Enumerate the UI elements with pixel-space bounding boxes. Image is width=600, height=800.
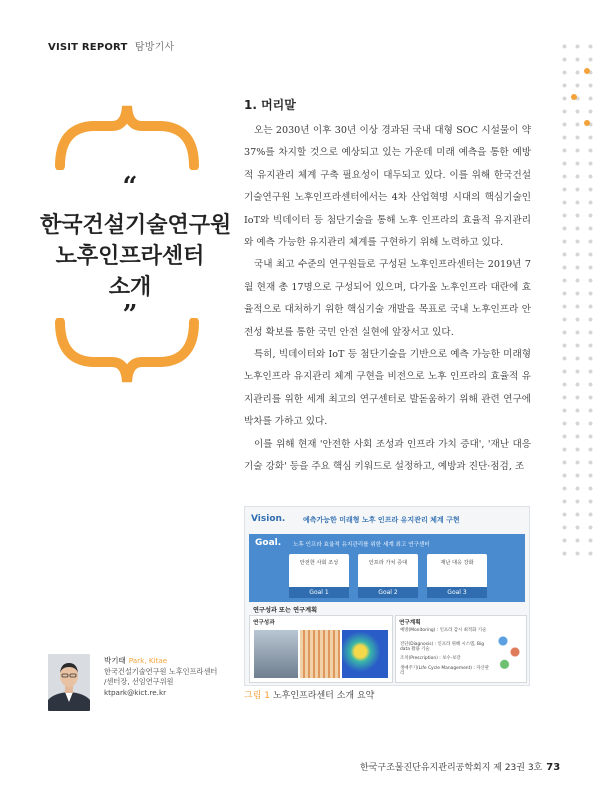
author-photo: [48, 654, 90, 711]
dot-pattern: [558, 40, 598, 560]
author-name: 박기태: [104, 656, 126, 665]
accent-dot: [571, 94, 577, 100]
paragraph: 국내 최고 수준의 연구원들로 구성된 노후인프라센터는 2019년 7월 현재 총 17명으로 구성되어 있으며, 다가올 노후인프라 대란에 효율적으로 대처하기 위한 핵심기술 개발을 목표로 국내 노후인프라 안전성 확보를 통한 국민 안전 실현에 앞장서고 있다.: [244, 259, 531, 338]
vision-label: Vision.: [251, 514, 286, 524]
plan-panel: [395, 615, 527, 683]
author-portrait-icon: [48, 654, 90, 711]
report-header: [48, 38, 174, 53]
goal-card: [427, 554, 487, 598]
heatmap-image: [342, 630, 388, 678]
author-name-en: Park, Kitae: [128, 656, 168, 665]
author-affiliation: 한국건설기술연구원 노후인프라센터: [104, 666, 218, 676]
goal-card-name: Goal 2: [358, 587, 418, 598]
top-brace-icon: [52, 100, 202, 170]
goal-card-text: 인프라 가치 증대: [368, 560, 408, 566]
author-name-row: [104, 656, 217, 667]
caption-text: 노후인프라센터 소개 요약: [272, 691, 375, 701]
report-category: 탐방기사: [134, 42, 175, 53]
network-graphic: [494, 630, 524, 674]
plan-item: 진단(Diagnosis) : 인프라 위해 시스템, Big data 활용 기술: [400, 642, 485, 653]
plan-item: 예방(Monitoring) : 인프라 감시 최적화 기술: [400, 628, 487, 633]
close-quote: ”: [122, 300, 138, 330]
accent-dot: [584, 120, 590, 126]
title-line-3: 소개: [108, 275, 152, 300]
results-label: 연구성과: [253, 620, 275, 626]
report-label: VISIT REPORT: [48, 42, 128, 53]
vision-row: [251, 513, 523, 529]
open-quote: “: [122, 172, 138, 202]
author-position: /센터장, 선임연구위원: [104, 677, 174, 686]
plan-heading: 연구성과 또는 연구계획: [253, 607, 318, 614]
paragraph: 오는 2030년 이후 30년 이상 경과된 국내 대형 SOC 시설물이 약 37%를 차지할 것으로 예상되고 있는 가운데 미래 예측을 통한 예방적 유지관리 체계 구축 필요성이 대두되고 있다. 이를 위해 한국건설기술연구원 노후인프라센터에서는 4차 산업혁명 시대의 핵심기술인 IoT와 빅데이터 등 첨단기술을 통해 노후 인프라의 효율적 유지관리와 예측 가능한 유지관리 체계를 구현하기 위해 노력하고 있다.: [244, 125, 531, 249]
goal-text: 노후 인프라 효율적 유지관리를 위한 세계 최고 연구센터: [293, 542, 430, 548]
sensor-photo: [300, 630, 340, 678]
title-line-2: 노후인프라센터: [55, 244, 205, 269]
section-title: 1. 머리말: [244, 98, 296, 112]
goal-card-text: 안전한 사회 조성: [299, 560, 339, 566]
bottom-brace-icon: [52, 318, 202, 388]
page-footer: [360, 760, 560, 773]
paragraph: 특히, 빅데이터와 IoT 등 첨단기술을 기반으로 예측 가능한 미래형 노후인프라 유지관리 체계 구현을 비전으로 노후 인프라의 효율적 유지관리를 위한 세계 최고의 연구센터로 발돋움하기 위해 관련 연구에 박차를 가하고 있다.: [244, 349, 531, 428]
figure-infographic: [244, 506, 530, 686]
author-info: [104, 656, 217, 698]
results-panel: [249, 615, 393, 683]
accent-dot: [584, 68, 590, 74]
article-title: [40, 210, 232, 303]
title-line-1: 한국건설기술연구원: [40, 213, 232, 238]
goal-card: [289, 554, 349, 598]
bridge-photo: [254, 630, 298, 678]
author-email[interactable]: ktpark@kict.re.kr: [104, 687, 167, 697]
plan-item: 조치(Prescription) : 보수·보강: [400, 656, 461, 661]
goal-card: [358, 554, 418, 598]
page-number: 73: [546, 762, 561, 773]
goal-card-text: 재난 대응 강화: [440, 560, 474, 566]
journal-name: 한국구조물진단유지관리공학회지 제 23권 3호: [360, 763, 543, 773]
goal-card-name: Goal 3: [427, 587, 487, 598]
plan-item: 생애주기(Life Cycle Management) : 자산관리: [400, 666, 490, 677]
caption-number: 그림 1: [244, 691, 270, 701]
paragraph: 이를 위해 현재 '안전한 사회 조성과 인프라 가치 증대', '재난 대응 기술 강화' 등을 주요 핵심 키워드로 설정하고, 예방과 진단·점검, 조: [244, 438, 531, 473]
body-text: [244, 120, 531, 479]
plan-label: 연구계획: [399, 620, 421, 626]
goal-card-name: Goal 1: [289, 587, 349, 598]
figure-caption: [244, 688, 374, 701]
vision-text: 예측가능한 미래형 노후 인프라 유지관리 체계 구현: [303, 516, 460, 524]
goal-band: [249, 534, 525, 602]
goal-label: Goal.: [255, 538, 282, 548]
